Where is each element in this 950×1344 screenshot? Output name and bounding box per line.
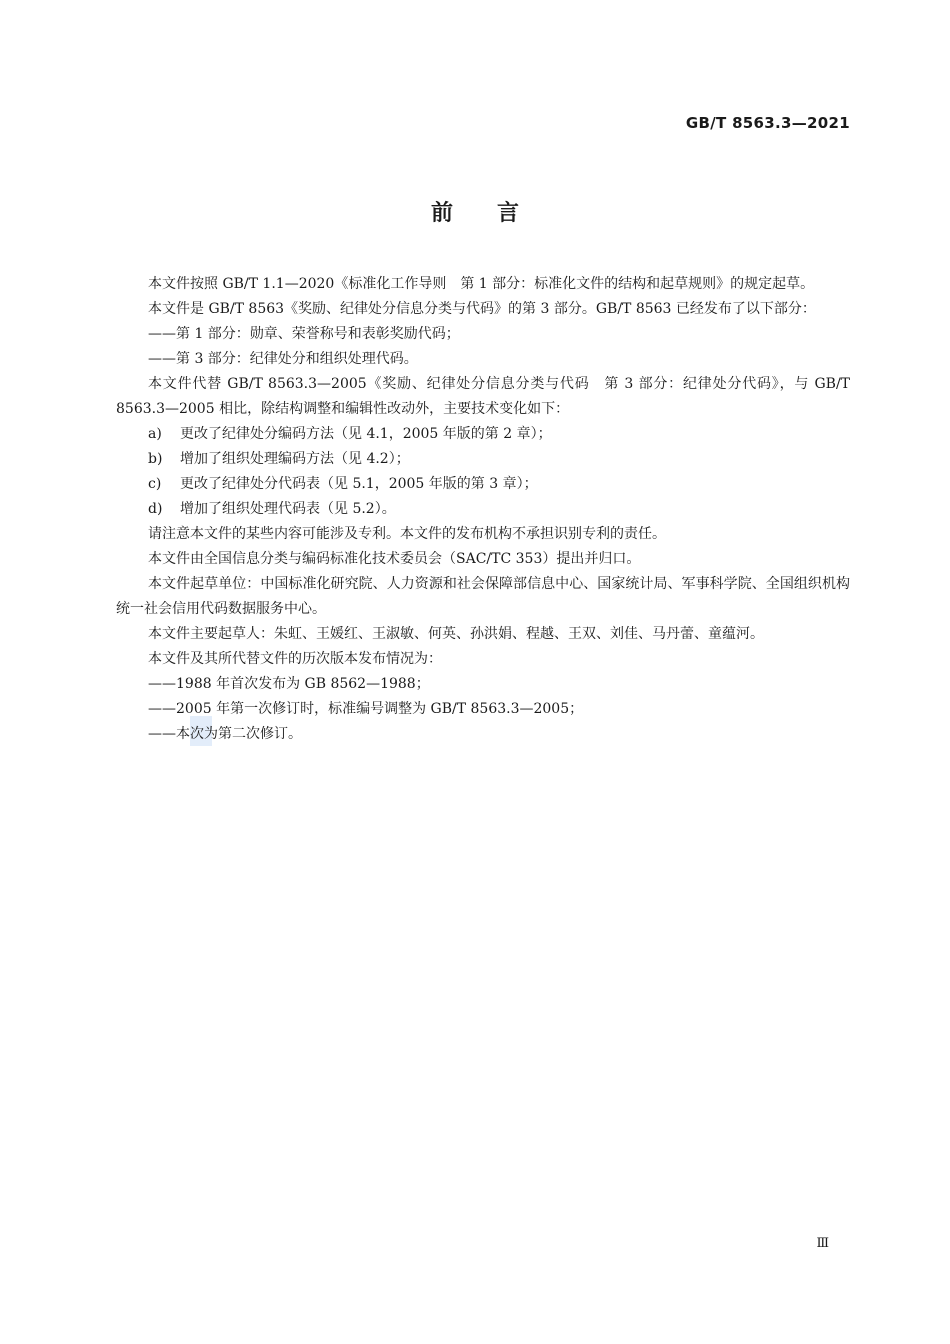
paragraph-patent-notice: 请注意本文件的某些内容可能涉及专利。本文件的发布机构不承担识别专利的责任。 bbox=[148, 526, 666, 542]
change-marker: b) bbox=[148, 451, 163, 467]
paragraph-history-intro: 本文件及其所代替文件的历次版本发布情况为： bbox=[148, 651, 442, 667]
change-text: 更改了纪律处分代码表（见 5.1，2005 年版的第 3 章）； bbox=[180, 476, 538, 492]
change-item bbox=[116, 447, 850, 472]
change-item bbox=[116, 472, 850, 497]
page-number: Ⅲ bbox=[816, 1236, 829, 1251]
document-body bbox=[116, 272, 850, 747]
change-marker: a) bbox=[148, 426, 162, 442]
paragraph-replacement: 本文件代替 GB/T 8563.3—2005《奖励、纪律处分信息分类与代码 第 3 部分：纪律处分代码》，与 GB/T 8563.3—2005 相比，除结构调整和编辑性改动外，主要技术变化如下： bbox=[116, 376, 850, 417]
change-item bbox=[116, 497, 850, 522]
history-item: ——2005 年第一次修订时，标准编号调整为 GB/T 8563.3—2005； bbox=[148, 701, 584, 717]
list-item-part-1: ——第 1 部分：勋章、荣誉称号和表彰奖励代码； bbox=[148, 326, 460, 342]
change-marker: c) bbox=[148, 476, 162, 492]
page-title: 前言 bbox=[430, 201, 563, 226]
change-item bbox=[116, 422, 850, 447]
change-text: 增加了组织处理编码方法（见 4.2）； bbox=[180, 451, 410, 467]
paragraph-drafters: 本文件主要起草人：朱虹、王媛红、王淑敏、何英、孙洪娟、程越、王双、刘佳、马丹蕾、童蕴河。 bbox=[148, 626, 764, 642]
change-text: 更改了纪律处分编码方法（见 4.1，2005 年版的第 2 章）； bbox=[180, 426, 552, 442]
history-item: ——1988 年首次发布为 GB 8562—1988； bbox=[148, 676, 430, 692]
paragraph-drafting-rules: 本文件按照 GB/T 1.1—2020《标准化工作导则 第 1 部分：标准化文件的结构和起草规则》的规定起草。 bbox=[148, 276, 815, 292]
change-marker: d) bbox=[148, 501, 163, 517]
paragraph-series-parts: 本文件是 GB/T 8563《奖励、纪律处分信息分类与代码》的第 3 部分。GB/T 8563 已经发布了以下部分： bbox=[148, 301, 816, 317]
change-text: 增加了组织处理代码表（见 5.2）。 bbox=[180, 501, 396, 517]
standard-code: GB/T 8563.3—2021 bbox=[685, 114, 850, 132]
paragraph-drafting-units: 本文件起草单位：中国标准化研究院、人力资源和社会保障部信息中心、国家统计局、军事科学院、全国组织机构统一社会信用代码数据服务中心。 bbox=[116, 576, 850, 617]
list-item-part-3: ——第 3 部分：纪律处分和组织处理代码。 bbox=[148, 351, 418, 367]
paragraph-committee: 本文件由全国信息分类与编码标准化技术委员会（SAC/TC 353）提出并归口。 bbox=[148, 551, 641, 567]
history-item: ——本次为第二次修订。 bbox=[148, 726, 302, 742]
